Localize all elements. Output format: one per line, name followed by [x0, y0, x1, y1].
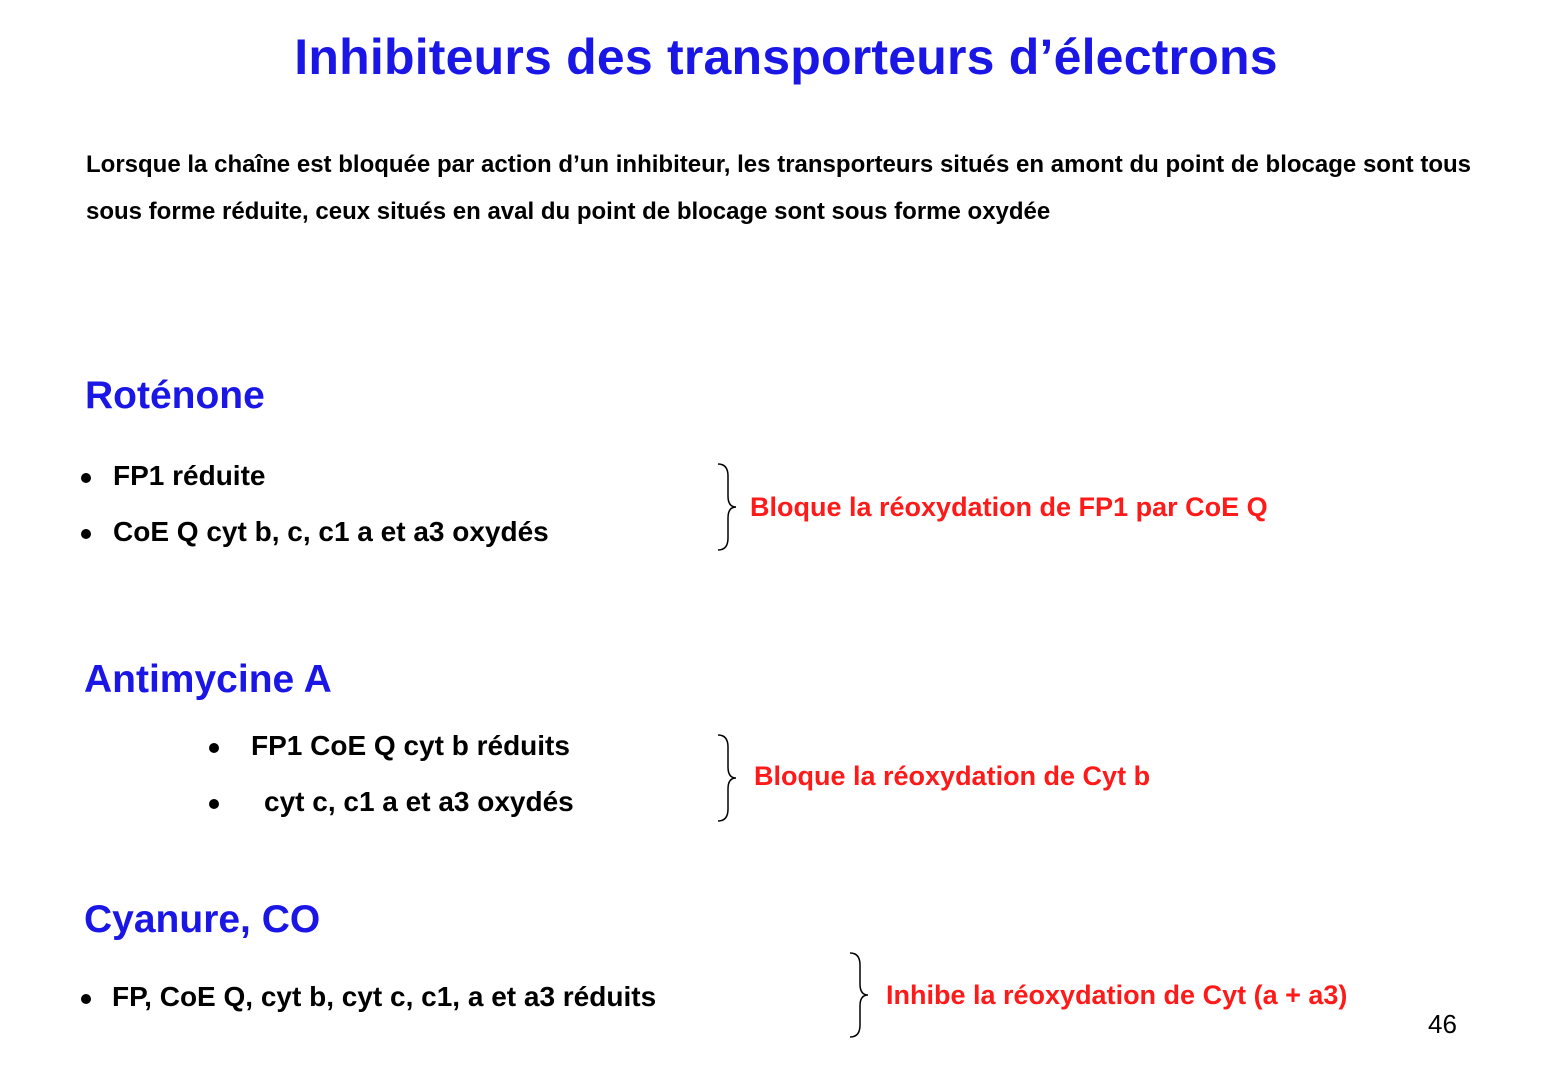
effect-text: Bloque la réoxydation de Cyt b [754, 761, 1151, 791]
right-brace-icon [716, 462, 740, 552]
slide-title: Inhibiteurs des transporteurs d’électrons [294, 29, 1278, 85]
list-item: FP1 réduite [113, 460, 266, 491]
bullet-icon [81, 529, 91, 539]
bullet-icon [209, 799, 219, 809]
bullet-icon [81, 473, 91, 483]
bullet-icon [209, 743, 219, 753]
list-item: cyt c, c1 a et a3 oxydés [264, 786, 574, 817]
effect-text: Inhibe la réoxydation de Cyt (a + a3) [886, 980, 1348, 1010]
list-item: FP, CoE Q, cyt b, cyt c, c1, a et a3 réduits [112, 981, 657, 1012]
right-brace-icon [848, 951, 872, 1039]
section-heading-cyanure: Cyanure, CO [84, 898, 321, 941]
bullet-icon [81, 994, 91, 1004]
section-heading-antimycine: Antimycine A [84, 658, 332, 701]
page-number: 46 [1428, 1009, 1457, 1039]
right-brace-icon [716, 733, 740, 823]
list-item: FP1 CoE Q cyt b réduits [251, 730, 570, 761]
intro-paragraph: Lorsque la chaîne est bloquée par action d’un inhibiteur, les transporteurs situés en amont du point de blocage sont tous sous forme réduite, ceux situés en aval du point de blocage sont sous forme oxydée [86, 151, 1471, 225]
effect-text: Bloque la réoxydation de FP1 par CoE Q [750, 492, 1268, 522]
section-heading-rotenone: Roténone [85, 374, 265, 417]
list-item: CoE Q cyt b, c, c1 a et a3 oxydés [113, 516, 549, 547]
